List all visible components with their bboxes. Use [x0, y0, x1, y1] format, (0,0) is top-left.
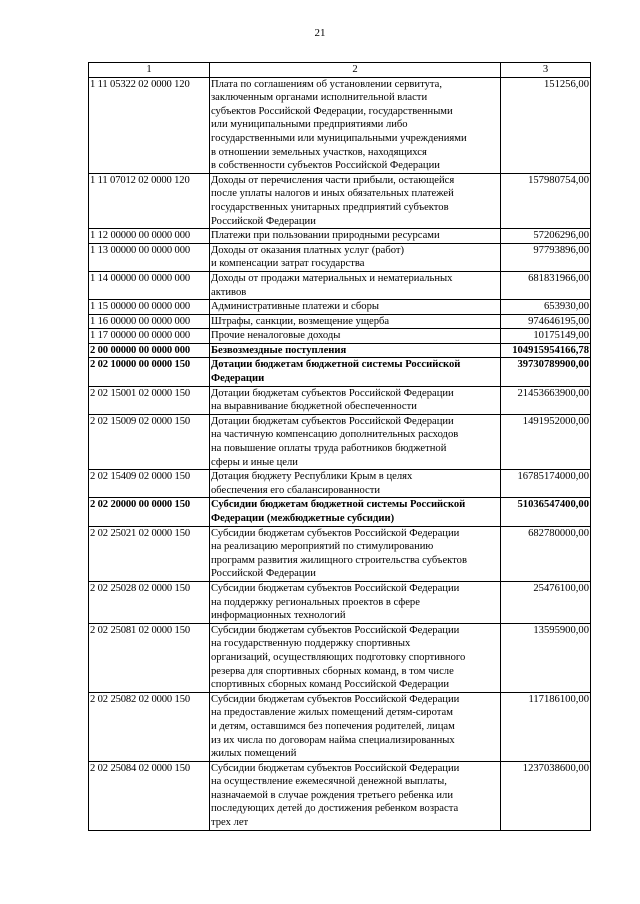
budget-code-cell: 2 02 15009 02 0000 150	[89, 414, 210, 469]
table-row	[89, 692, 591, 761]
amount-cell: 1237038600,00	[501, 761, 591, 830]
budget-code-cell: 2 02 10000 00 0000 150	[89, 358, 210, 386]
table-row	[89, 358, 591, 386]
amount-cell: 10175149,00	[501, 329, 591, 344]
column-header-amount: 3	[501, 63, 591, 78]
budget-code-cell: 1 13 00000 00 0000 000	[89, 243, 210, 271]
amount-cell: 16785174000,00	[501, 470, 591, 498]
table-row	[89, 526, 591, 581]
revenue-name-cell: Дотации бюджетам бюджетной системы Российской Федерации	[210, 358, 501, 386]
revenue-name-cell: Субсидии бюджетам субъектов Российской Федерации на предоставление жилых помещений детям-сиротам и детям, оставшимся без попечения родителей, лицам из их числа по договорам найма специализированных жилых помещений	[210, 692, 501, 761]
amount-cell: 151256,00	[501, 77, 591, 173]
amount-cell: 1491952000,00	[501, 414, 591, 469]
revenue-name-cell: Прочие неналоговые доходы	[210, 329, 501, 344]
revenue-name-cell: Доходы от перечисления части прибыли, остающейся после уплаты налогов и иных обязательных платежей государственных унитарных предприятий субъектов Российской Федерации	[210, 173, 501, 228]
amount-cell: 13595900,00	[501, 623, 591, 692]
revenue-name-cell: Субсидии бюджетам субъектов Российской Федерации на государственную поддержку спортивных организаций, осуществляющих подготовку спортивного резерва для спортивных сборных команд, в том числе спортивных сборных команд Российской Федерации	[210, 623, 501, 692]
table-row	[89, 498, 591, 526]
budget-code-cell: 2 02 15409 02 0000 150	[89, 470, 210, 498]
column-header-name: 2	[210, 63, 501, 78]
revenue-name-cell: Плата по соглашениям об установлении сервитута, заключенным органами исполнительной власти субъектов Российской Федерации, государственными или муниципальными предприятиями либо государственными или муниципальными учреждениями в отношении земельных участков, находящихся в собственности субъектов Российской Федерации	[210, 77, 501, 173]
budget-code-cell: 2 00 00000 00 0000 000	[89, 343, 210, 358]
column-header-code: 1	[89, 63, 210, 78]
amount-cell: 157980754,00	[501, 173, 591, 228]
budget-code-cell: 2 02 25028 02 0000 150	[89, 581, 210, 623]
revenue-name-cell: Дотации бюджетам субъектов Российской Федерации на частичную компенсацию дополнительных расходов на повышение оплаты труда работников бюджетной сферы и иные цели	[210, 414, 501, 469]
page-number: 21	[314, 27, 326, 39]
budget-code-cell: 1 16 00000 00 0000 000	[89, 314, 210, 329]
table-row	[89, 581, 591, 623]
table-row	[89, 386, 591, 414]
amount-cell: 51036547400,00	[501, 498, 591, 526]
amount-cell: 21453663900,00	[501, 386, 591, 414]
budget-code-cell: 2 02 20000 00 0000 150	[89, 498, 210, 526]
amount-cell: 104915954166,78	[501, 343, 591, 358]
revenue-name-cell: Субсидии бюджетам субъектов Российской Федерации на осуществление ежемесячной денежной выплаты, назначаемой в случае рождения третьего ребенка или последующих детей до достижения ребенком возраста трех лет	[210, 761, 501, 830]
amount-cell: 57206296,00	[501, 229, 591, 244]
budget-code-cell: 2 02 25084 02 0000 150	[89, 761, 210, 830]
table-row	[89, 343, 591, 358]
revenue-name-cell: Административные платежи и сборы	[210, 300, 501, 315]
table-row	[89, 229, 591, 244]
header-row	[89, 63, 591, 78]
amount-cell: 25476100,00	[501, 581, 591, 623]
table-row	[89, 470, 591, 498]
budget-code-cell: 1 17 00000 00 0000 000	[89, 329, 210, 344]
revenue-name-cell: Платежи при пользовании природными ресурсами	[210, 229, 501, 244]
amount-cell: 681831966,00	[501, 271, 591, 299]
budget-code-cell: 2 02 15001 02 0000 150	[89, 386, 210, 414]
amount-cell: 117186100,00	[501, 692, 591, 761]
amount-cell: 682780000,00	[501, 526, 591, 581]
table-row	[89, 300, 591, 315]
amount-cell: 39730789900,00	[501, 358, 591, 386]
table-row	[89, 243, 591, 271]
budget-code-cell: 1 14 00000 00 0000 000	[89, 271, 210, 299]
amount-cell: 974646195,00	[501, 314, 591, 329]
revenue-name-cell: Дотация бюджету Республики Крым в целях обеспечения его сбалансированности	[210, 470, 501, 498]
amount-cell: 653930,00	[501, 300, 591, 315]
revenue-name-cell: Субсидии бюджетам бюджетной системы Российской Федерации (межбюджетные субсидии)	[210, 498, 501, 526]
budget-table-body	[89, 77, 591, 830]
table-row	[89, 271, 591, 299]
budget-code-cell: 2 02 25081 02 0000 150	[89, 623, 210, 692]
revenue-name-cell: Субсидии бюджетам субъектов Российской Федерации на реализацию мероприятий по стимулированию программ развития жилищного строительства субъектов Российской Федерации	[210, 526, 501, 581]
budget-code-cell: 1 15 00000 00 0000 000	[89, 300, 210, 315]
table-row	[89, 761, 591, 830]
table-row	[89, 623, 591, 692]
revenue-name-cell: Безвозмездные поступления	[210, 343, 501, 358]
budget-code-cell: 1 12 00000 00 0000 000	[89, 229, 210, 244]
table-row	[89, 77, 591, 173]
budget-code-cell: 1 11 07012 02 0000 120	[89, 173, 210, 228]
amount-cell: 97793896,00	[501, 243, 591, 271]
revenue-name-cell: Доходы от оказания платных услуг (работ) и компенсации затрат государства	[210, 243, 501, 271]
budget-code-cell: 1 11 05322 02 0000 120	[89, 77, 210, 173]
budget-code-cell: 2 02 25082 02 0000 150	[89, 692, 210, 761]
revenue-name-cell: Субсидии бюджетам субъектов Российской Федерации на поддержку региональных проектов в сфере информационных технологий	[210, 581, 501, 623]
table-row	[89, 414, 591, 469]
table-row	[89, 314, 591, 329]
revenue-name-cell: Доходы от продажи материальных и нематериальных активов	[210, 271, 501, 299]
table-row	[89, 329, 591, 344]
budget-code-cell: 2 02 25021 02 0000 150	[89, 526, 210, 581]
revenue-name-cell: Штрафы, санкции, возмещение ущерба	[210, 314, 501, 329]
table-row	[89, 173, 591, 228]
budget-table	[88, 62, 591, 831]
revenue-name-cell: Дотации бюджетам субъектов Российской Федерации на выравнивание бюджетной обеспеченности	[210, 386, 501, 414]
